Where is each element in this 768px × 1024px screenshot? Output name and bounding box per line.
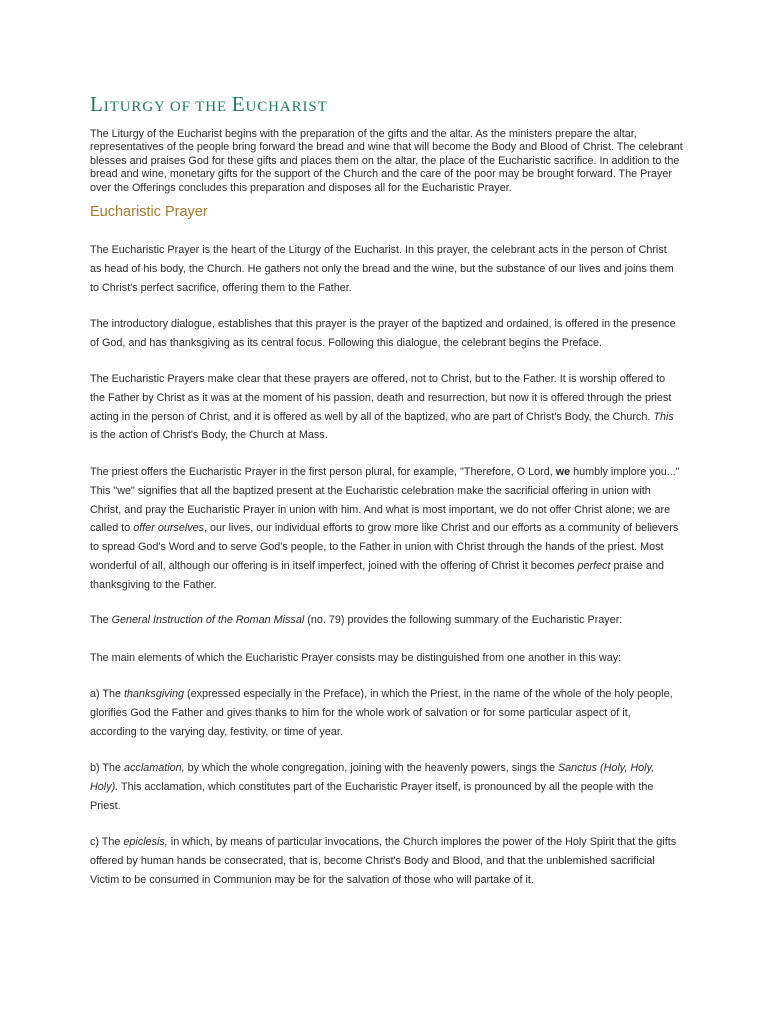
emphasis-epiclesis: epiclesis, <box>123 836 168 848</box>
title-first-rest: ITURGY OF THE <box>103 99 232 115</box>
bold-we: we <box>555 466 571 478</box>
section-heading: Eucharistic Prayer <box>90 204 208 220</box>
text-span: is the action of Christ's Body, the Church at Mass. <box>90 429 328 442</box>
text-span: This acclamation, which constitutes part of the Eucharistic Prayer itself, is pronounced by all the people with the Priest. <box>90 780 654 812</box>
paragraph-offered-to-father <box>90 370 680 445</box>
text-span: by which the whole congregation, joining with the heavenly powers, sings the <box>184 762 558 774</box>
text-span: The <box>90 614 112 626</box>
title-second-cap: E <box>231 92 246 116</box>
emphasis-acclamation: acclamation, <box>124 762 185 774</box>
page-title <box>90 92 328 117</box>
text-span: (no. 79) provides the following summary of the Eucharistic Prayer: <box>304 614 623 626</box>
paragraph-heart-of-liturgy: The Eucharistic Prayer is the heart of the Liturgy of the Eucharist. In this prayer, the celebrant acts in the person of Christ as head of his body, the Church. He gathers not only the bread and the wine, but the substance of our lives and joins them to Christ's perfect sacrifice, offering them to the Father. <box>90 244 674 294</box>
text-span: a) The <box>90 688 125 700</box>
text-span: humbly implore you..." This "we" signifies that all the baptized present at the Eucharistic celebration make the sacrificial offering in union with Christ, and pray the Eucharistic Prayer in union with him. And what is most important, we do not offer Christ alone; we are called to <box>90 466 680 535</box>
text-span: c) The <box>90 836 124 848</box>
title-second-rest: UCHARIST <box>245 99 328 115</box>
intro-paragraph: The Liturgy of the Eucharist begins with the preparation of the gifts and the altar. As the ministers prepare the altar, representatives of the people bring forward the bread and wine that will become the Body and Blood of Christ. The celebrant blesses and praises God for these gifts and places them on the altar, the place of the Eucharistic sacrifice. In addition to the bread and wine, monetary gifts for the support of the Church and the care of the poor may be brought forward. The Prayer over the Offerings concludes this preparation and disposes all for the Eucharistic Prayer. <box>90 128 683 194</box>
emphasis-this: This <box>653 410 674 423</box>
emphasis-sanctus: Sanctus (Holy, Holy, Holy). <box>90 762 655 793</box>
paragraph-main-elements: The main elements of which the Eucharistic Prayer consists may be distinguished from one another in this way: <box>90 652 622 664</box>
text-span: (expressed especially in the Preface), in which the Priest, in the name of the whole of the holy people, glorifies God the Father and gives thanks to him for the whole work of salvation or for some particular aspect of it, according to the varying day, festivity, or time of year. <box>90 688 673 738</box>
text-span: in which, by means of particular invocations, the Church implores the power of the Holy Spirit that the gifts offered by human hands be consecrated, that is, become Christ's Body and Blood, and that the unblemished sacrificial Victim to be consumed in Communion may be for the salvation of those who will partake of it. <box>90 836 677 886</box>
paragraph-introductory-dialogue: The introductory dialogue, establishes that this prayer is the prayer of the baptized and ordained, is offered in the presence of God, and has thanksgiving as its central focus. Following this dialogue, the celebrant begins the Preface. <box>90 318 676 349</box>
title-first-cap: L <box>90 92 104 116</box>
emphasis-missal-title: General Instruction of the Roman Missal <box>111 614 305 626</box>
emphasis-offer-ourselves: offer ourselves <box>133 522 205 535</box>
text-span: , our lives, our individual efforts to grow more like Christ and our efforts as a community of believers to spread God's Word and to serve God's people, to the Father in union with Christ through the hands of the priest. Most wonderful of all, although our offering is in itself imperfect, joined with the offering of Christ it becomes <box>90 522 679 572</box>
emphasis-perfect: perfect <box>577 559 611 572</box>
text-span: praise and thanksgiving to the Father. <box>90 559 664 591</box>
paragraph-first-person-plural <box>90 463 680 595</box>
text-span: b) The <box>90 762 125 774</box>
list-item-acclamation <box>90 759 680 815</box>
paragraph-general-instruction <box>90 611 680 630</box>
text-span: The Eucharistic Prayers make clear that these prayers are offered, not to Christ, but to the Father. It is worship offered to the Father by Christ as it was at the moment of his passion, death and resurrection, but now it is offered through the priest acting in the person of Christ, and it is offered as well by all of the baptized, who are part of Christ's Body, the Church. <box>90 373 672 423</box>
list-item-epiclesis <box>90 833 680 889</box>
list-item-thanksgiving <box>90 685 680 741</box>
emphasis-thanksgiving: thanksgiving <box>124 688 185 700</box>
text-span: The priest offers the Eucharistic Prayer in the first person plural, for example, "Therefore, O Lord, <box>90 466 556 478</box>
